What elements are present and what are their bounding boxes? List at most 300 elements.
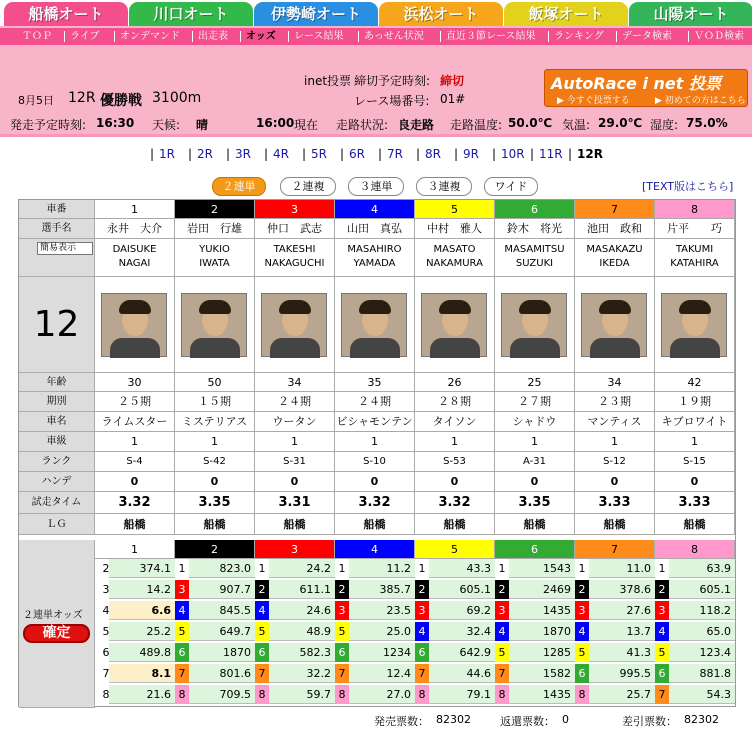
roman-last: NAGAI (118, 258, 151, 269)
track-temp-value: 50.0℃ (508, 116, 553, 130)
sales-label: 発売票数： (374, 715, 429, 728)
race-link[interactable]: 2R (197, 147, 213, 161)
rider-roman-name (335, 239, 415, 277)
row-label-age: 年齢 (19, 373, 95, 392)
rider-name: 永井 大介 (95, 219, 175, 239)
photo-hair (199, 300, 231, 314)
rider-class: 1 (175, 432, 255, 452)
odds-second-number: 6 (255, 643, 269, 662)
odds-second-number: 7 (335, 664, 349, 683)
rider-lg: 船橋 (255, 514, 335, 535)
odds-value: 24.6 (269, 601, 335, 620)
odds-value: 489.8 (109, 643, 175, 662)
rider-rank: A-31 (495, 452, 575, 472)
rider-handicap: 0 (655, 472, 735, 492)
odds-second-number: 5 (495, 643, 509, 662)
odds-second-number: 2 (575, 580, 589, 599)
race-selector (0, 146, 752, 164)
bet-type-button[interactable]: ワイド (484, 177, 538, 196)
deadline-value: 締切 (440, 74, 465, 88)
odds-value: 605.1 (669, 580, 735, 599)
weather-value: 晴 (196, 118, 209, 132)
bet-type-button[interactable]: ３連単 (348, 177, 404, 196)
rider-class: 1 (655, 432, 735, 452)
venue-tab[interactable]: 飯塚オート (504, 2, 628, 26)
rider-name: 池田 政和 (575, 219, 655, 239)
odds-value: 63.9 (669, 559, 735, 578)
odds-second-number: 4 (99, 601, 113, 620)
subnav-item[interactable]: 直近３節レース結果 (446, 31, 536, 42)
confirmed-badge: 確定 (23, 624, 90, 643)
subnav-item[interactable]: レース結果 (294, 31, 344, 42)
odds-second-number: 6 (99, 643, 113, 662)
start-label: 発走予定時刻: (10, 118, 87, 132)
odds-value: 995.5 (589, 664, 655, 683)
rider-rank: S-42 (175, 452, 255, 472)
venue-tab[interactable]: 船橋オート (4, 2, 128, 26)
rider-car-name: シャドウ (495, 412, 575, 432)
rider-handicap: 0 (255, 472, 335, 492)
odds-value: 6.6 (109, 601, 175, 620)
rider-class: 1 (335, 432, 415, 452)
roman-last: IKEDA (599, 258, 630, 269)
subnav-item[interactable]: あっせん状況 (364, 31, 424, 42)
display-select-cell (19, 239, 95, 277)
odds-second-number: 1 (575, 559, 589, 578)
odds-value: 32.2 (269, 664, 335, 683)
race-number-cell: 12 (19, 277, 95, 373)
rider-photo-cell (655, 277, 735, 373)
row-label-class: 車級 (19, 432, 95, 452)
venue-tab[interactable]: 山陽オート (629, 2, 752, 26)
rider-trial-time: 3.32 (335, 492, 415, 514)
odds-value: 8.1 (109, 664, 175, 683)
first-time-link[interactable]: ▶ 初めての方はこちら (655, 96, 746, 106)
odds-first-header: 5 (415, 540, 495, 559)
odds-second-number: 3 (415, 601, 429, 620)
odds-value: 907.7 (189, 580, 255, 599)
roman-first: MASAKAZU (586, 244, 643, 255)
roman-first: MASAHIRO (347, 244, 402, 255)
odds-value: 79.1 (429, 685, 495, 704)
subnav-item[interactable]: ランキング (554, 31, 604, 42)
rider-rank: S-4 (95, 452, 175, 472)
odds-value: 48.9 (269, 622, 335, 641)
odds-second-number: 3 (575, 601, 589, 620)
race-link[interactable]: 7R (387, 147, 403, 161)
photo-hair (599, 300, 631, 314)
odds-second-number: 3 (99, 580, 113, 599)
odds-value: 1435 (509, 685, 575, 704)
rider-roman-name (415, 239, 495, 277)
subnav-separator (288, 31, 289, 42)
rider-photo-cell (415, 277, 495, 373)
start-value: 16:30 (96, 116, 135, 130)
roman-first: DAISUKE (112, 244, 157, 255)
bet-type-button[interactable]: ３連複 (416, 177, 472, 196)
subnav-separator (440, 31, 441, 42)
car-number-header: 8 (655, 200, 735, 219)
rider-term: ２７期 (495, 392, 575, 412)
subnav-separator (192, 31, 193, 42)
rider-class: 1 (255, 432, 335, 452)
race-link[interactable]: 11R (539, 147, 563, 161)
rider-lg: 船橋 (95, 514, 175, 535)
subnav-separator (616, 31, 617, 42)
row-label-car_name: 車名 (19, 412, 95, 432)
odds-second-number: 4 (415, 622, 429, 641)
subnav-separator (64, 31, 65, 42)
race-separator: | (188, 147, 193, 161)
display-select[interactable]: 簡易表示 (37, 242, 93, 255)
rider-handicap: 0 (335, 472, 415, 492)
odds-first-header: 8 (655, 540, 735, 559)
odds-second-number: 5 (175, 622, 189, 641)
odds-second-number: 6 (415, 643, 429, 662)
rider-age: 34 (575, 373, 655, 392)
venue-tab[interactable]: 浜松オート (379, 2, 503, 26)
photo-hair (439, 300, 471, 314)
odds-value: 123.4 (669, 643, 735, 662)
inet-vote-banner[interactable] (544, 69, 748, 107)
rider-roman-name (575, 239, 655, 277)
rider-photo (101, 293, 167, 357)
race-number: 12R (68, 90, 96, 106)
row-label-lg: ＬＧ (19, 514, 95, 535)
odds-value: 65.0 (669, 622, 735, 641)
odds-value: 54.3 (669, 685, 735, 704)
odds-value: 13.7 (589, 622, 655, 641)
odds-value: 1582 (509, 664, 575, 683)
car-number-header: 6 (495, 200, 575, 219)
car-number-header: 5 (415, 200, 495, 219)
rider-term: ２３期 (575, 392, 655, 412)
row-label-rank: ランク (19, 452, 95, 472)
rider-trial-time: 3.35 (495, 492, 575, 514)
rider-age: 50 (175, 373, 255, 392)
odds-value: 27.6 (589, 601, 655, 620)
odds-value: 25.7 (589, 685, 655, 704)
race-link[interactable]: 10R (501, 147, 525, 161)
row-label-name: 選手名 (19, 219, 95, 239)
rider-car-name: ビシャモンテン (335, 412, 415, 432)
deadline-label: 締切予定時刻: (354, 74, 431, 88)
rider-term: ２４期 (335, 392, 415, 412)
rider-term: １９期 (655, 392, 735, 412)
odds-value: 59.7 (269, 685, 335, 704)
race-separator: | (340, 147, 345, 161)
venue-tab[interactable]: 伊勢崎オート (254, 2, 378, 26)
photo-hair (279, 300, 311, 314)
rider-car-name: ミステリアス (175, 412, 255, 432)
roman-first: TAKUMI (675, 244, 714, 255)
rider-roman-name (495, 239, 575, 277)
current-label: 現在 (294, 118, 319, 132)
odds-value: 1234 (349, 643, 415, 662)
odds-value: 582.3 (269, 643, 335, 662)
race-name: 優勝戦 (100, 93, 142, 109)
rider-car-name: マンティス (575, 412, 655, 432)
odds-second-number: 2 (495, 580, 509, 599)
odds-value: 27.0 (349, 685, 415, 704)
odds-value: 605.1 (429, 580, 495, 599)
subnav-item[interactable]: データ検索 (622, 31, 672, 42)
refund-label: 返還票数： (500, 715, 555, 728)
race-separator: | (454, 147, 459, 161)
odds-second-number: 2 (255, 580, 269, 599)
odds-second-number: 1 (655, 559, 669, 578)
subnav-item[interactable]: ＴＯＰ (22, 31, 52, 42)
rider-rank: S-12 (575, 452, 655, 472)
rider-name: 岩田 行雄 (175, 219, 255, 239)
rider-roman-name (255, 239, 335, 277)
odds-second-number: 4 (495, 622, 509, 641)
rider-trial-time: 3.33 (655, 492, 735, 514)
air-temp-label: 気温: (562, 118, 591, 132)
rider-roman-name (175, 239, 255, 277)
odds-value: 24.2 (269, 559, 335, 578)
net-label: 差引票数： (622, 715, 677, 728)
odds-second-number: 5 (575, 643, 589, 662)
odds-second-number: 5 (655, 643, 669, 662)
car-number-header: 1 (95, 200, 175, 219)
banner-title: AutoRace i net 投票 (551, 74, 721, 93)
race-link[interactable]: 6R (349, 147, 365, 161)
odds-second-number: 4 (255, 601, 269, 620)
odds-second-number: 7 (99, 664, 113, 683)
rider-photo-cell (95, 277, 175, 373)
humidity-label: 湿度: (650, 118, 679, 132)
venue-tabs (0, 0, 752, 26)
odds-value: 32.4 (429, 622, 495, 641)
car-number-header: 2 (175, 200, 255, 219)
rider-rank: S-31 (255, 452, 335, 472)
rider-handicap: 0 (175, 472, 255, 492)
rider-car-name: タイソン (415, 412, 495, 432)
roman-first: MASAMITSU (504, 244, 565, 255)
race-link[interactable]: 8R (425, 147, 441, 161)
odds-second-number: 1 (335, 559, 349, 578)
roman-last: KATAHIRA (670, 258, 719, 269)
rider-car-name: キブロワイト (655, 412, 735, 432)
photo-body (110, 338, 160, 358)
odds-second-number: 3 (495, 601, 509, 620)
odds-second-number: 5 (335, 622, 349, 641)
odds-second-number: 5 (255, 622, 269, 641)
odds-second-number: 8 (99, 685, 113, 704)
odds-second-number: 8 (415, 685, 429, 704)
subnav-item[interactable]: オンデマンド (120, 31, 180, 42)
race-distance: 3100m (152, 90, 202, 106)
rider-lg: 船橋 (655, 514, 735, 535)
venue-tab[interactable]: 川口オート (129, 2, 253, 26)
roman-last: SUZUKI (515, 258, 554, 269)
row-label-trial: 試走タイム (19, 492, 95, 514)
rider-photo (341, 293, 407, 357)
odds-value: 845.5 (189, 601, 255, 620)
odds-value: 611.1 (269, 580, 335, 599)
race-link[interactable]: 4R (273, 147, 289, 161)
vote-now-link[interactable]: ▶ 今すぐ投票する (557, 96, 630, 106)
rider-trial-time: 3.31 (255, 492, 335, 514)
rider-lg: 船橋 (175, 514, 255, 535)
odds-first-header: 2 (175, 540, 255, 559)
roman-first: TAKESHI (273, 244, 316, 255)
rider-class: 1 (415, 432, 495, 452)
odds-second-number: 7 (495, 664, 509, 683)
odds-second-number: 5 (99, 622, 113, 641)
race-separator: | (416, 147, 421, 161)
rider-photo (181, 293, 247, 357)
car-number-header: 3 (255, 200, 335, 219)
photo-body (670, 338, 720, 358)
rider-roman-name (95, 239, 175, 277)
odds-value: 118.2 (669, 601, 735, 620)
odds-second-number: 1 (495, 559, 509, 578)
race-date: 8月5日 (18, 94, 54, 107)
rider-photo (421, 293, 487, 357)
odds-second-number: 4 (655, 622, 669, 641)
subnav-item[interactable]: 出走表 (198, 31, 228, 42)
odds-value: 41.3 (589, 643, 655, 662)
odds-second-number: 1 (175, 559, 189, 578)
rider-handicap: 0 (575, 472, 655, 492)
refund-value: 0 (562, 713, 569, 726)
rider-class: 1 (575, 432, 655, 452)
rider-car-name: ライムスター (95, 412, 175, 432)
odds-value: 1870 (189, 643, 255, 662)
photo-body (350, 338, 400, 358)
venue-no-value: 01# (440, 92, 466, 106)
odds-second-number: 6 (175, 643, 189, 662)
inet-label: inet投票 (304, 74, 352, 88)
subnav-separator (548, 31, 549, 42)
race-link[interactable]: 3R (235, 147, 251, 161)
odds-second-number: 3 (655, 601, 669, 620)
bet-type-button[interactable]: ２連単 (212, 177, 266, 196)
rider-age: 30 (95, 373, 175, 392)
car-number-header: 4 (335, 200, 415, 219)
rider-trial-time: 3.32 (95, 492, 175, 514)
odds-value: 11.0 (589, 559, 655, 578)
rider-car-name: ウータン (255, 412, 335, 432)
odds-second-number: 7 (655, 685, 669, 704)
odds-second-number: 7 (175, 664, 189, 683)
odds-value: 25.2 (109, 622, 175, 641)
odds-value: 12.4 (349, 664, 415, 683)
subnav-item[interactable]: ＶＯＤ検索 (694, 31, 744, 42)
race-link[interactable]: 1R (159, 147, 175, 161)
race-separator: | (378, 147, 383, 161)
rider-photo-cell (175, 277, 255, 373)
odds-first-header: 6 (495, 540, 575, 559)
rider-handicap: 0 (415, 472, 495, 492)
roman-last: IWATA (199, 258, 230, 269)
rider-term: １５期 (175, 392, 255, 412)
rider-name: 仲口 武志 (255, 219, 335, 239)
subnav-separator (114, 31, 115, 42)
race-link[interactable]: 5R (311, 147, 327, 161)
odds-value: 43.3 (429, 559, 495, 578)
race-link[interactable]: 9R (463, 147, 479, 161)
rider-term: ２５期 (95, 392, 175, 412)
subnav-separator (688, 31, 689, 42)
odds-first-header: 3 (255, 540, 335, 559)
rider-rank: S-10 (335, 452, 415, 472)
rider-handicap: 0 (95, 472, 175, 492)
odds-first-header: 1 (95, 540, 175, 559)
rider-lg: 船橋 (415, 514, 495, 535)
roman-last: NAKAMURA (426, 258, 483, 269)
rider-photo (661, 293, 727, 357)
odds-second-number: 2 (335, 580, 349, 599)
odds-value: 881.8 (669, 664, 735, 683)
odds-value: 649.7 (189, 622, 255, 641)
odds-second-number: 8 (335, 685, 349, 704)
odds-second-number: 2 (655, 580, 669, 599)
rider-lg: 船橋 (575, 514, 655, 535)
row-label-car_no: 車番 (19, 200, 95, 219)
rider-rank: S-15 (655, 452, 735, 472)
subnav-item[interactable]: ライブ (70, 31, 100, 42)
subnav-item[interactable]: オッズ (246, 31, 276, 42)
rider-trial-time: 3.33 (575, 492, 655, 514)
odds-second-number: 3 (175, 580, 189, 599)
odds-second-number: 2 (99, 559, 113, 578)
odds-first-header: 7 (575, 540, 655, 559)
row-label-term: 期別 (19, 392, 95, 412)
text-version-link[interactable]: [TEXT版はこちら] (642, 180, 734, 193)
odds-second-number: 8 (495, 685, 509, 704)
rider-term: ２４期 (255, 392, 335, 412)
rider-age: 26 (415, 373, 495, 392)
roman-last: YAMADA (353, 258, 396, 269)
race-separator: | (492, 147, 497, 161)
rider-age: 42 (655, 373, 735, 392)
odds-value: 642.9 (429, 643, 495, 662)
odds-second-number: 1 (415, 559, 429, 578)
humidity-value: 75.0% (686, 116, 728, 130)
rider-name: 鈴木 将光 (495, 219, 575, 239)
race-link[interactable]: 12R (577, 147, 603, 161)
roman-first: MASATO (433, 244, 476, 255)
odds-value: 44.6 (429, 664, 495, 683)
rider-handicap: 0 (495, 472, 575, 492)
photo-body (270, 338, 320, 358)
bet-type-button[interactable]: ２連複 (280, 177, 336, 196)
rider-photo-cell (495, 277, 575, 373)
roman-first: YUKIO (199, 244, 230, 255)
photo-hair (679, 300, 711, 314)
photo-hair (519, 300, 551, 314)
rider-lg: 船橋 (495, 514, 575, 535)
race-separator: | (568, 147, 573, 161)
odds-second-number: 8 (255, 685, 269, 704)
track-value: 良走路 (398, 118, 435, 132)
odds-second-number: 8 (575, 685, 589, 704)
odds-value: 1870 (509, 622, 575, 641)
race-separator: | (150, 147, 155, 161)
odds-second-number: 6 (655, 664, 669, 683)
odds-second-number: 2 (415, 580, 429, 599)
odds-title: ２連単オッズ (23, 610, 83, 621)
rider-class: 1 (95, 432, 175, 452)
odds-value: 2469 (509, 580, 575, 599)
net-value: 82302 (684, 713, 719, 726)
odds-value: 14.2 (109, 580, 175, 599)
rider-term: ２８期 (415, 392, 495, 412)
odds-value: 378.6 (589, 580, 655, 599)
